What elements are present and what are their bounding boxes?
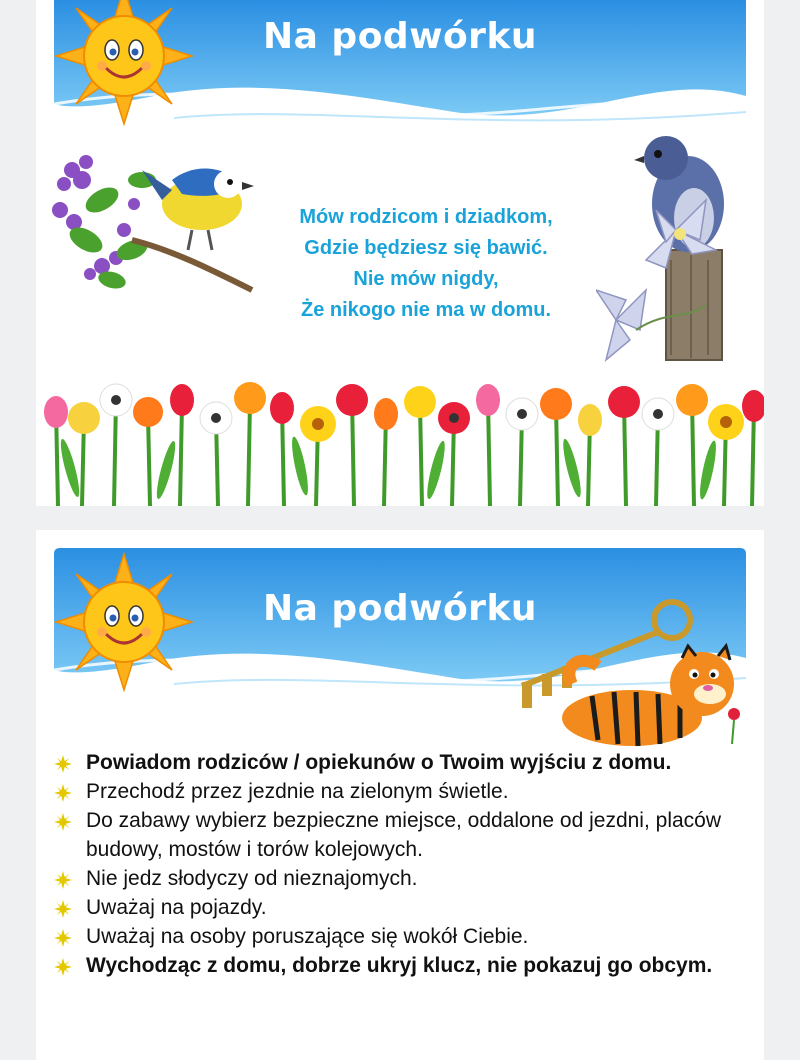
bluebird-icon — [596, 130, 756, 370]
sun-icon — [54, 552, 194, 692]
list-item-text: Przechodź przez jezdnie na zielonym świetle. — [86, 780, 509, 803]
bullet-icon — [54, 900, 72, 918]
bird-icon — [42, 140, 262, 300]
slide-title: Na podwórku — [262, 588, 538, 629]
slide-2 — [36, 530, 764, 1060]
rules-list — [54, 748, 754, 980]
list-item — [54, 951, 754, 980]
list-item-text: Do zabawy wybierz bezpieczne miejsce, oddalone od jezdni, placów budowy, mostów i torów kolejowych. — [86, 809, 722, 861]
slide-1 — [36, 0, 764, 506]
list-item-text: Wychodząc z domu, dobrze ukryj klucz, nie pokazuj go obcym. — [86, 954, 713, 977]
list-item-text: Uważaj na osoby poruszające się wokół Ciebie. — [86, 925, 529, 948]
poem — [236, 202, 616, 326]
slide-title: Na podwórku — [262, 16, 538, 57]
tiger-with-key-icon — [502, 594, 752, 754]
poem-line: Mów rodzicom i dziadkom, — [299, 206, 553, 228]
bullet-icon — [54, 784, 72, 802]
list-item — [54, 806, 754, 864]
bullet-icon — [54, 958, 72, 976]
bullet-icon — [54, 929, 72, 947]
list-item — [54, 864, 754, 893]
list-item-text: Powiadom rodziców / opiekunów o Twoim wyjściu z domu. — [86, 751, 672, 774]
poem-line: Gdzie będziesz się bawić. — [304, 237, 548, 259]
list-item — [54, 922, 754, 951]
list-item — [54, 777, 754, 806]
poem-line: Że nikogo nie ma w domu. — [300, 299, 552, 321]
sun-icon — [54, 0, 194, 126]
bullet-icon — [54, 871, 72, 889]
list-item-text: Nie jedz słodyczy od nieznajomych. — [86, 867, 418, 890]
list-item — [54, 893, 754, 922]
flower-border — [36, 378, 764, 506]
poem-line: Nie mów nigdy, — [353, 268, 499, 290]
list-item — [54, 748, 754, 777]
bullet-icon — [54, 755, 72, 773]
bullet-icon — [54, 813, 72, 831]
list-item-text: Uważaj na pojazdy. — [86, 896, 267, 919]
